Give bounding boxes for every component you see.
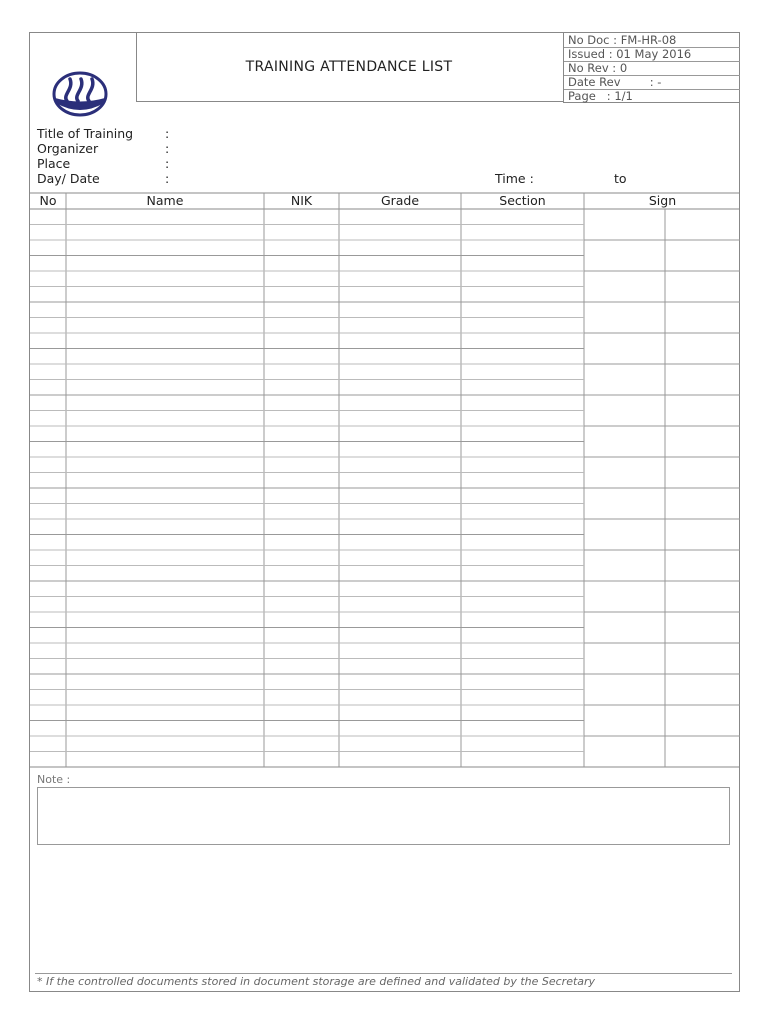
place-label: Place <box>37 156 71 171</box>
column-header-grade: Grade <box>380 193 420 208</box>
footer-note: * If the controlled documents stored in document storage are defined and validated by the Secretary <box>37 975 596 988</box>
meta-value: - <box>657 75 662 89</box>
note-box[interactable] <box>37 787 730 845</box>
column-header-nik: NIK <box>290 193 313 208</box>
time-to-label: to <box>614 171 627 186</box>
meta-sep: : <box>608 61 620 75</box>
meta-label: Date Rev <box>568 75 621 89</box>
meta-label: Issued <box>568 47 606 61</box>
title-of-training-label: Title of Training <box>37 126 134 141</box>
time-label: Time : <box>495 171 534 186</box>
footer-rule <box>35 973 732 974</box>
meta-value: FM-HR-08 <box>620 33 677 47</box>
column-header-name: Name <box>146 193 184 208</box>
column-header-section: Section <box>499 193 546 208</box>
meta-label: No Doc <box>568 33 610 47</box>
place-colon: : <box>165 156 170 171</box>
meta-sep: : <box>595 89 615 103</box>
meta-value: 0 <box>619 61 628 75</box>
title-colon: : <box>165 126 170 141</box>
meta-value: 01 May 2016 <box>616 47 692 61</box>
meta-sep: : <box>609 33 621 47</box>
date-colon: : <box>165 171 170 186</box>
meta-sep: : <box>620 75 658 89</box>
column-header-sign: Sign <box>648 193 677 208</box>
organizer-colon: : <box>165 141 170 156</box>
meta-label: Page <box>568 89 596 103</box>
note-label: Note : <box>37 773 71 786</box>
organizer-label: Organizer <box>37 141 99 156</box>
meta-label: No Rev <box>568 61 609 75</box>
meta-value: 1/1 <box>614 89 633 103</box>
column-header-no: No <box>39 193 57 208</box>
attendance-table-grid <box>30 33 741 993</box>
meta-sep: : <box>605 47 617 61</box>
document-title: TRAINING ATTENDANCE LIST <box>245 59 453 75</box>
day-date-label: Day/ Date <box>37 171 100 186</box>
attendance-form <box>29 32 740 992</box>
